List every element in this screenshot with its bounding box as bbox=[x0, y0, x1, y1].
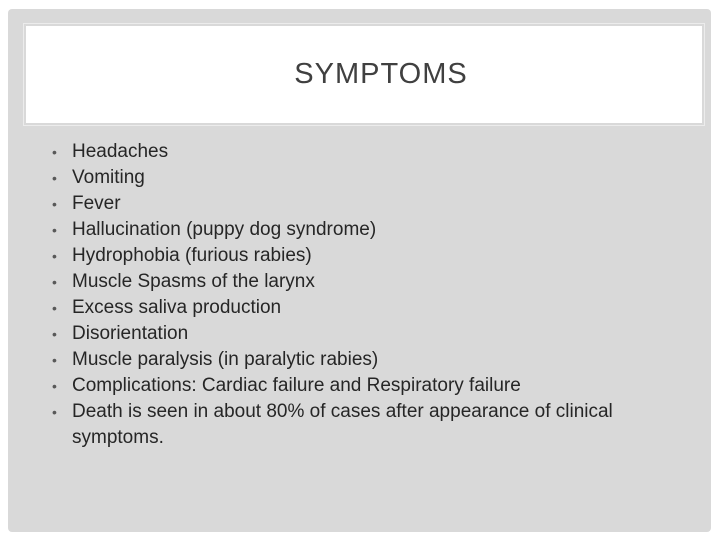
bullet-item: • Vomiting bbox=[52, 165, 692, 191]
bullet-list bbox=[52, 139, 692, 451]
bullet-item: • Disorientation bbox=[52, 321, 692, 347]
bullet-item: • Headaches bbox=[52, 139, 692, 165]
bullet-item: • Death is seen in about 80% of cases after appearance of clinical symptoms. bbox=[52, 399, 692, 451]
bullet-item: • Fever bbox=[52, 191, 692, 217]
title-box bbox=[24, 24, 704, 125]
bullet-item: • Complications: Cardiac failure and Respiratory failure bbox=[52, 373, 692, 399]
slide-title: SYMPTOMS bbox=[294, 58, 468, 90]
bullet-item: • Muscle Spasms of the larynx bbox=[52, 269, 692, 295]
bullet-item: • Hydrophobia (furious rabies) bbox=[52, 243, 692, 269]
slide bbox=[8, 9, 711, 532]
bullet-item: • Muscle paralysis (in paralytic rabies) bbox=[52, 347, 692, 373]
bullet-item: • Excess saliva production bbox=[52, 295, 692, 321]
bullet-item: • Hallucination (puppy dog syndrome) bbox=[52, 217, 692, 243]
